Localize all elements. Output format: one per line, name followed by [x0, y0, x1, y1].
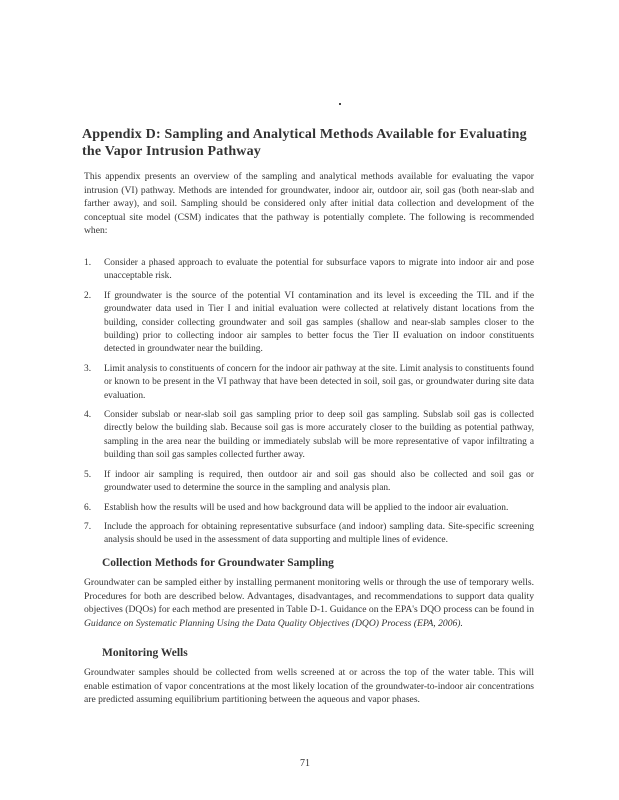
list-item-number: 5. [84, 469, 92, 480]
subsection-heading: Monitoring Wells [102, 647, 188, 659]
list-item-text: Consider subslab or near-slab soil gas sampling prior to deep soil gas sampling. Subslab soil gas is collected directly below the building slab. Because soil gas is more accurately closer to the building as potential pathway, sampling in the area near the building or immediately subslab will be more representative of vapor infiltrating a building than soil gas samples collected further away. [104, 410, 534, 461]
list-item [84, 502, 534, 515]
list-item-text: If indoor air sampling is required, then outdoor air and soil gas should also be collected and soil gas or groundwater used to determine the source in the sampling and analysis plan. [104, 469, 534, 494]
intro-paragraph: This appendix presents an overview of the sampling and analytical methods available for evaluating the vapor intrusion (VI) pathway. Methods are intended for groundwater, indoor air, outdoor air, soil gas (both near-slab and farther away), and soil. Sampling should be considered only after initial data collection and development of the conceptual site model (CSM) indicates that the pathway is potentially complete. The following is recommended when: [84, 171, 534, 237]
section-heading: Collection Methods for Groundwater Sampling [102, 557, 334, 569]
subsection-paragraph: Groundwater samples should be collected from wells screened at or across the top of the water table. This will enable estimation of vapor concentrations at the most likely location of the groundwater-to-indoor air concentrations are predicted assuming equilibrium partitioning between the aqueous and vapor phases. [84, 667, 534, 706]
list-item [84, 409, 534, 463]
list-item-number: 1. [84, 258, 92, 268]
page-number: 71 [300, 758, 310, 769]
stray-mark [339, 103, 341, 105]
list-item-text: Establish how the results will be used and how background data will be applied to the indoor air evaluation. [104, 502, 509, 513]
list-item-text: Include the approach for obtaining representative subsurface (and indoor) sampling data. Site-specific screening analysis should be used in the assessment of data supporting and multiple lines of evidence. [104, 521, 534, 546]
list-item [84, 521, 534, 548]
list-item [84, 290, 534, 357]
list-item [84, 469, 534, 496]
list-item-text: If groundwater is the source of the potential VI contamination and its level is exceeding the TIL and if the groundwater data used in Tier I and initial evaluation were collected at relatively distant locations from the building, consider collecting groundwater and soil gas samples (shallow and near-slab samples closer to the building) prior to collecting indoor air samples to better focus the Tier II evaluation on indoor constituents detected in groundwater near the building. [104, 290, 534, 355]
list-item-number: 4. [84, 410, 92, 421]
list-item [84, 363, 534, 403]
list-item-text: Limit analysis to constituents of concern for the indoor air pathway at the site. Limit analysis to constituents found or known to be present in the VI pathway that have been detected in soil, soil gas, or groundwater during site data evaluation. [104, 363, 534, 401]
recommendations-list [84, 257, 534, 548]
list-item-number: 6. [84, 502, 92, 513]
section-paragraph [84, 576, 534, 630]
list-item-number: 7. [84, 521, 92, 532]
section-paragraph-text: Groundwater can be sampled either by installing permanent monitoring wells or through the use of temporary wells. Procedures for both are described below. Advantages, disadvantages, and recommendations to support data quality objectives (DQOs) for each method are presented in Table D-1. Guidance on the EPA's DQO process can be found in [84, 577, 534, 616]
list-item [84, 257, 534, 284]
list-item-text: Consider a phased approach to evaluate the potential for subsurface vapors to migrate into indoor air and pose unacceptable risk. [104, 258, 534, 282]
section-citation: Guidance on Systematic Planning Using the Data Quality Objectives (DQO) Process (EPA, 2006). [84, 617, 463, 629]
page-title: Appendix D: Sampling and Analytical Methods Available for Evaluating the Vapor Intrusion Pathway [82, 127, 527, 159]
list-item-number: 3. [84, 363, 92, 374]
list-item-number: 2. [84, 290, 92, 301]
